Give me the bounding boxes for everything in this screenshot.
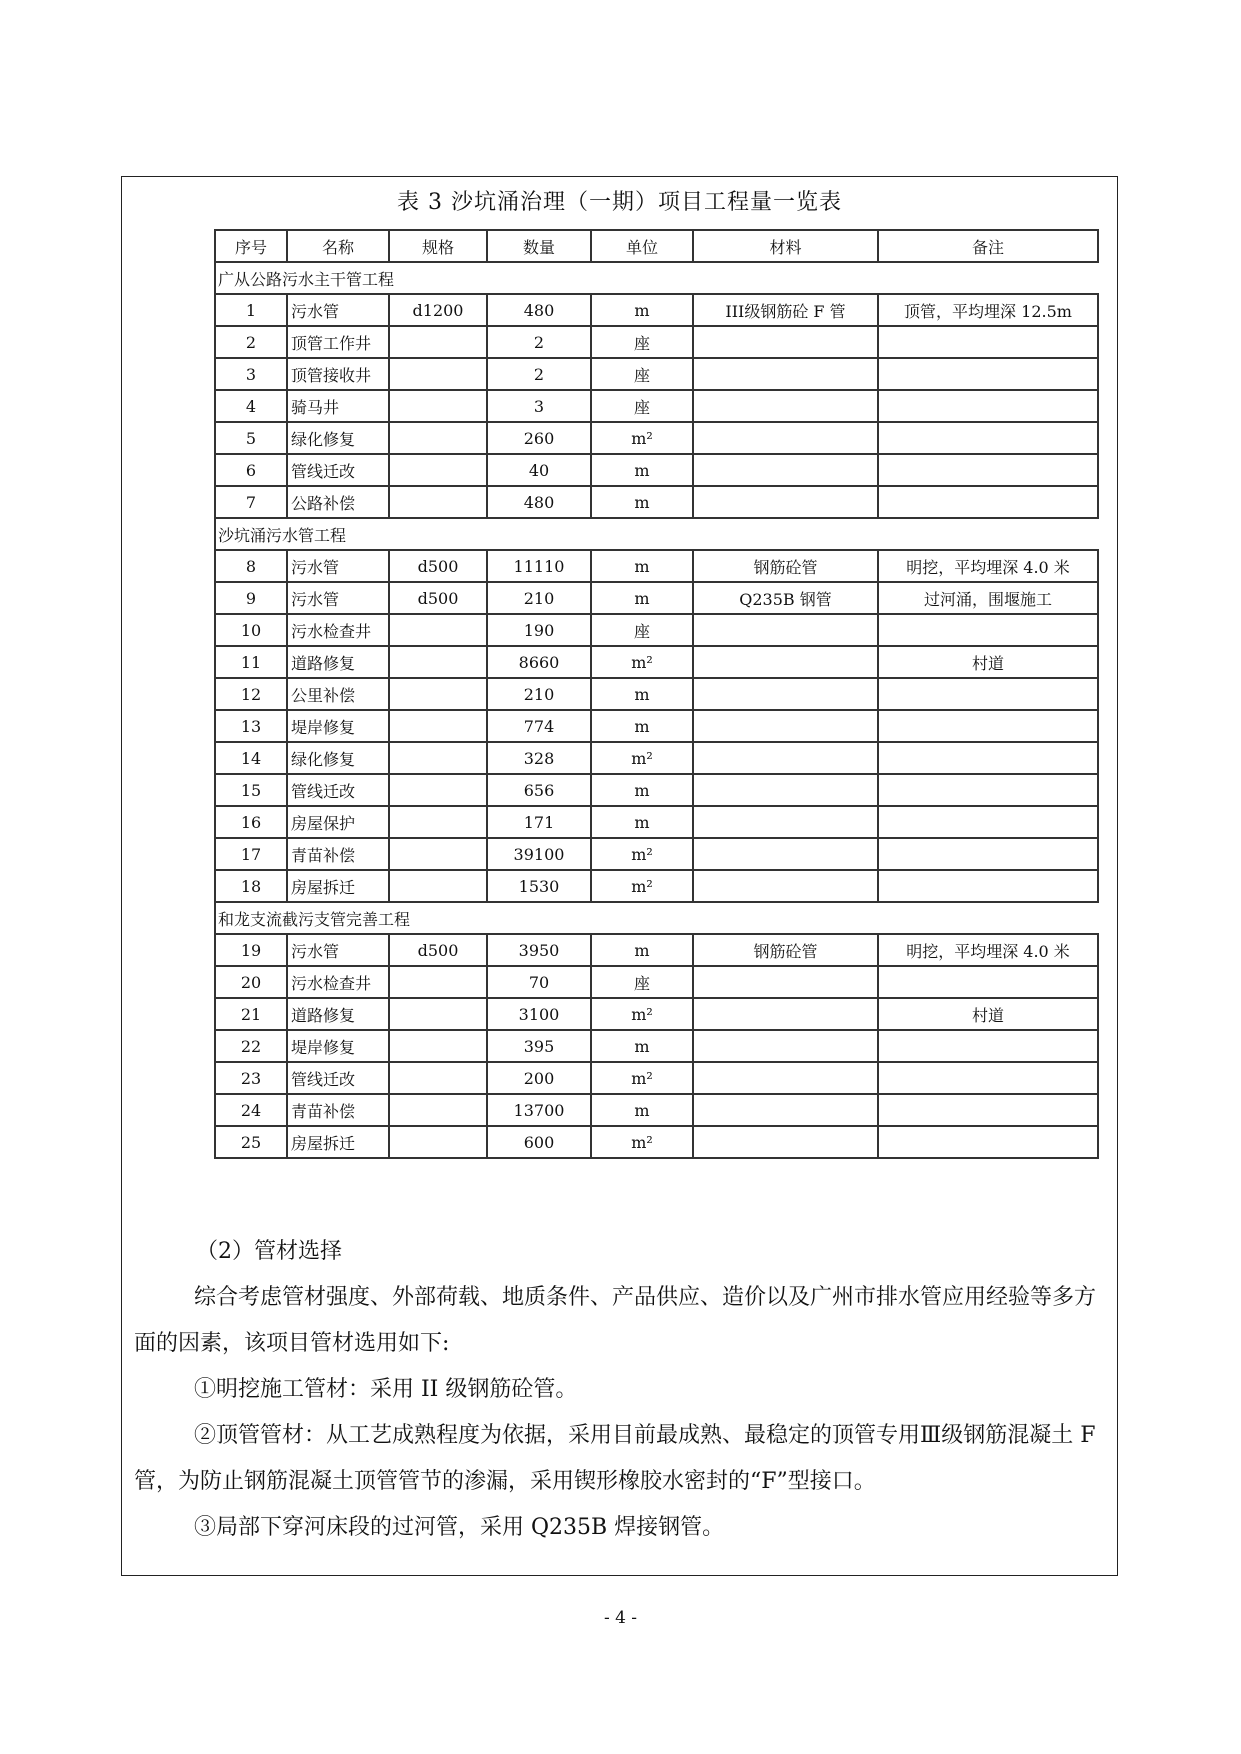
cell-no: 18: [215, 870, 287, 902]
cell-qty: 171: [487, 806, 591, 838]
cell-remark: [878, 742, 1098, 774]
body-text: [134, 1229, 1105, 1551]
table-row: [215, 966, 1098, 998]
cell-qty: 395: [487, 1030, 591, 1062]
section-title: 和龙支流截污支管完善工程: [215, 902, 1098, 934]
page-number: - 4 -: [603, 1608, 638, 1628]
cell-qty: 8660: [487, 646, 591, 678]
cell-spec: [389, 806, 487, 838]
cell-name: 污水管: [287, 550, 389, 582]
cell-spec: [389, 998, 487, 1030]
cell-unit: m: [591, 710, 693, 742]
cell-spec: [389, 1094, 487, 1126]
cell-material: [693, 1126, 878, 1158]
cell-remark: 村道: [878, 646, 1098, 678]
cell-material: [693, 998, 878, 1030]
cell-unit: m: [591, 486, 693, 518]
cell-material: [693, 422, 878, 454]
table-row: [215, 294, 1098, 326]
section-title: 沙坑涌污水管工程: [215, 518, 1098, 550]
table-row: [215, 742, 1098, 774]
cell-name: 房屋拆迁: [287, 870, 389, 902]
cell-material: [693, 1062, 878, 1094]
cell-name: 道路修复: [287, 998, 389, 1030]
cell-remark: 顶管，平均埋深 12.5m: [878, 294, 1098, 326]
cell-name: 房屋拆迁: [287, 1126, 389, 1158]
table-header-row: [215, 230, 1098, 262]
section-row: [215, 902, 1098, 934]
cell-qty: 3: [487, 390, 591, 422]
cell-remark: [878, 806, 1098, 838]
cell-material: 钢筋砼管: [693, 550, 878, 582]
cell-material: [693, 486, 878, 518]
cell-spec: [389, 742, 487, 774]
cell-unit: m²: [591, 742, 693, 774]
cell-spec: [389, 614, 487, 646]
cell-unit: m²: [591, 1062, 693, 1094]
table-row: [215, 1030, 1098, 1062]
cell-qty: 480: [487, 294, 591, 326]
table-row: [215, 550, 1098, 582]
cell-spec: d1200: [389, 294, 487, 326]
cell-unit: m²: [591, 422, 693, 454]
cell-no: 1: [215, 294, 287, 326]
cell-spec: [389, 390, 487, 422]
cell-qty: 11110: [487, 550, 591, 582]
cell-no: 8: [215, 550, 287, 582]
cell-name: 顶管工作井: [287, 326, 389, 358]
cell-no: 9: [215, 582, 287, 614]
cell-unit: m: [591, 806, 693, 838]
cell-name: 骑马井: [287, 390, 389, 422]
cell-unit: m: [591, 678, 693, 710]
cell-spec: [389, 326, 487, 358]
section-row: [215, 518, 1098, 550]
cell-remark: [878, 1062, 1098, 1094]
cell-unit: m: [591, 550, 693, 582]
cell-qty: 656: [487, 774, 591, 806]
cell-unit: 座: [591, 326, 693, 358]
cell-name: 堤岸修复: [287, 1030, 389, 1062]
cell-remark: [878, 358, 1098, 390]
header-name: 名称: [287, 230, 389, 262]
cell-qty: 328: [487, 742, 591, 774]
cell-no: 7: [215, 486, 287, 518]
cell-no: 20: [215, 966, 287, 998]
table-row: [215, 806, 1098, 838]
cell-no: 24: [215, 1094, 287, 1126]
cell-material: [693, 390, 878, 422]
cell-material: [693, 326, 878, 358]
cell-unit: m: [591, 582, 693, 614]
cell-material: [693, 710, 878, 742]
cell-spec: [389, 870, 487, 902]
cell-spec: [389, 486, 487, 518]
cell-remark: 过河涌，围堰施工: [878, 582, 1098, 614]
cell-name: 顶管接收井: [287, 358, 389, 390]
cell-material: [693, 454, 878, 486]
cell-remark: [878, 710, 1098, 742]
cell-qty: 39100: [487, 838, 591, 870]
cell-no: 21: [215, 998, 287, 1030]
cell-remark: [878, 678, 1098, 710]
cell-unit: m²: [591, 646, 693, 678]
cell-remark: [878, 838, 1098, 870]
cell-remark: [878, 1094, 1098, 1126]
cell-remark: [878, 614, 1098, 646]
cell-spec: [389, 422, 487, 454]
cell-name: 污水管: [287, 934, 389, 966]
cell-material: [693, 774, 878, 806]
header-unit: 单位: [591, 230, 693, 262]
cell-material: Q235B 钢管: [693, 582, 878, 614]
cell-unit: m: [591, 294, 693, 326]
cell-qty: 210: [487, 582, 591, 614]
cell-name: 污水检查井: [287, 614, 389, 646]
cell-no: 15: [215, 774, 287, 806]
header-qty: 数量: [487, 230, 591, 262]
cell-unit: m²: [591, 1126, 693, 1158]
cell-remark: [878, 454, 1098, 486]
cell-unit: 座: [591, 390, 693, 422]
cell-remark: [878, 486, 1098, 518]
cell-spec: [389, 678, 487, 710]
table-row: [215, 934, 1098, 966]
table-row: [215, 710, 1098, 742]
cell-spec: [389, 774, 487, 806]
cell-remark: 明挖，平均埋深 4.0 米: [878, 550, 1098, 582]
cell-remark: [878, 774, 1098, 806]
cell-spec: [389, 1062, 487, 1094]
cell-spec: [389, 358, 487, 390]
cell-name: 青苗补偿: [287, 838, 389, 870]
table-row: [215, 998, 1098, 1030]
cell-material: [693, 646, 878, 678]
cell-qty: 210: [487, 678, 591, 710]
cell-name: 管线迁改: [287, 454, 389, 486]
section-title: 广从公路污水主干管工程: [215, 262, 1098, 294]
intro-paragraph: 综合考虑管材强度、外部荷载、地质条件、产品供应、造价以及广州市排水管应用经验等多方面的因素，该项目管材选用如下:: [134, 1285, 1097, 1356]
cell-name: 污水管: [287, 582, 389, 614]
cell-remark: [878, 966, 1098, 998]
cell-qty: 3100: [487, 998, 591, 1030]
cell-unit: m: [591, 1030, 693, 1062]
cell-unit: m²: [591, 998, 693, 1030]
cell-material: [693, 1094, 878, 1126]
cell-qty: 600: [487, 1126, 591, 1158]
cell-name: 绿化修复: [287, 742, 389, 774]
table-row: [215, 646, 1098, 678]
cell-spec: [389, 966, 487, 998]
cell-remark: [878, 1030, 1098, 1062]
cell-no: 11: [215, 646, 287, 678]
cell-name: 房屋保护: [287, 806, 389, 838]
cell-qty: 200: [487, 1062, 591, 1094]
cell-spec: d500: [389, 934, 487, 966]
cell-spec: [389, 646, 487, 678]
cell-no: 5: [215, 422, 287, 454]
cell-qty: 2: [487, 358, 591, 390]
cell-no: 14: [215, 742, 287, 774]
cell-unit: m²: [591, 870, 693, 902]
table-row: [215, 326, 1098, 358]
cell-name: 污水检查井: [287, 966, 389, 998]
cell-no: 4: [215, 390, 287, 422]
table-row: [215, 870, 1098, 902]
cell-no: 10: [215, 614, 287, 646]
cell-qty: 3950: [487, 934, 591, 966]
cell-unit: m: [591, 934, 693, 966]
table-row: [215, 774, 1098, 806]
cell-no: 13: [215, 710, 287, 742]
cell-name: 管线迁改: [287, 774, 389, 806]
cell-qty: 40: [487, 454, 591, 486]
cell-material: [693, 742, 878, 774]
table-caption: 表 3 沙坑涌治理（一期）项目工程量一览表: [397, 190, 842, 215]
cell-name: 污水管: [287, 294, 389, 326]
header-material: 材料: [693, 230, 878, 262]
cell-remark: 明挖，平均埋深 4.0 米: [878, 934, 1098, 966]
cell-material: [693, 838, 878, 870]
table-body: [215, 262, 1098, 1158]
cell-no: 3: [215, 358, 287, 390]
cell-no: 16: [215, 806, 287, 838]
cell-material: [693, 678, 878, 710]
table-row: [215, 454, 1098, 486]
cell-qty: 2: [487, 326, 591, 358]
cell-no: 12: [215, 678, 287, 710]
cell-unit: m: [591, 1094, 693, 1126]
cell-unit: m²: [591, 838, 693, 870]
cell-name: 绿化修复: [287, 422, 389, 454]
cell-spec: [389, 1126, 487, 1158]
table-row: [215, 1062, 1098, 1094]
section-row: [215, 262, 1098, 294]
cell-material: [693, 614, 878, 646]
cell-spec: [389, 1030, 487, 1062]
cell-no: 23: [215, 1062, 287, 1094]
table-row: [215, 422, 1098, 454]
content-frame: [121, 176, 1118, 1576]
cell-unit: m: [591, 774, 693, 806]
cell-spec: [389, 454, 487, 486]
cell-unit: 座: [591, 614, 693, 646]
item-2: ②顶管管材：从工艺成熟程度为依据，采用目前最成熟、最稳定的顶管专用Ⅲ级钢筋混凝土 F 管，为防止钢筋混凝土顶管管节的渗漏，采用锲形橡胶水密封的“F”型接口。: [134, 1423, 1096, 1494]
cell-name: 青苗补偿: [287, 1094, 389, 1126]
cell-no: 2: [215, 326, 287, 358]
cell-qty: 70: [487, 966, 591, 998]
cell-material: [693, 806, 878, 838]
header-spec: 规格: [389, 230, 487, 262]
cell-material: III级钢筋砼 F 管: [693, 294, 878, 326]
cell-remark: [878, 422, 1098, 454]
table-row: [215, 678, 1098, 710]
table-row: [215, 614, 1098, 646]
table-row: [215, 1126, 1098, 1158]
cell-material: 钢筋砼管: [693, 934, 878, 966]
item-3: ③局部下穿河床段的过河管，采用 Q235B 焊接钢管。: [194, 1515, 725, 1540]
cell-remark: 村道: [878, 998, 1098, 1030]
cell-remark: [878, 870, 1098, 902]
cell-name: 公路补偿: [287, 486, 389, 518]
item-1: ①明挖施工管材：采用 II 级钢筋砼管。: [194, 1377, 578, 1402]
cell-qty: 13700: [487, 1094, 591, 1126]
table-row: [215, 582, 1098, 614]
cell-qty: 774: [487, 710, 591, 742]
table-row: [215, 1094, 1098, 1126]
cell-unit: m: [591, 454, 693, 486]
cell-no: 19: [215, 934, 287, 966]
cell-spec: d500: [389, 582, 487, 614]
cell-qty: 260: [487, 422, 591, 454]
cell-unit: 座: [591, 966, 693, 998]
cell-name: 堤岸修复: [287, 710, 389, 742]
cell-remark: [878, 390, 1098, 422]
table-row: [215, 390, 1098, 422]
cell-name: 公里补偿: [287, 678, 389, 710]
cell-qty: 1530: [487, 870, 591, 902]
cell-name: 道路修复: [287, 646, 389, 678]
table-row: [215, 838, 1098, 870]
cell-material: [693, 870, 878, 902]
cell-spec: [389, 838, 487, 870]
cell-name: 管线迁改: [287, 1062, 389, 1094]
cell-qty: 190: [487, 614, 591, 646]
cell-spec: d500: [389, 550, 487, 582]
table-row: [215, 358, 1098, 390]
cell-material: [693, 1030, 878, 1062]
cell-no: 17: [215, 838, 287, 870]
header-remark: 备注: [878, 230, 1098, 262]
table-row: [215, 486, 1098, 518]
quantity-table: [214, 229, 1099, 1159]
cell-remark: [878, 1126, 1098, 1158]
cell-no: 6: [215, 454, 287, 486]
cell-remark: [878, 326, 1098, 358]
header-no: 序号: [215, 230, 287, 262]
cell-unit: 座: [591, 358, 693, 390]
cell-material: [693, 358, 878, 390]
cell-spec: [389, 710, 487, 742]
cell-no: 25: [215, 1126, 287, 1158]
section-heading: （2）管材选择: [196, 1239, 342, 1264]
cell-qty: 480: [487, 486, 591, 518]
cell-material: [693, 966, 878, 998]
cell-no: 22: [215, 1030, 287, 1062]
